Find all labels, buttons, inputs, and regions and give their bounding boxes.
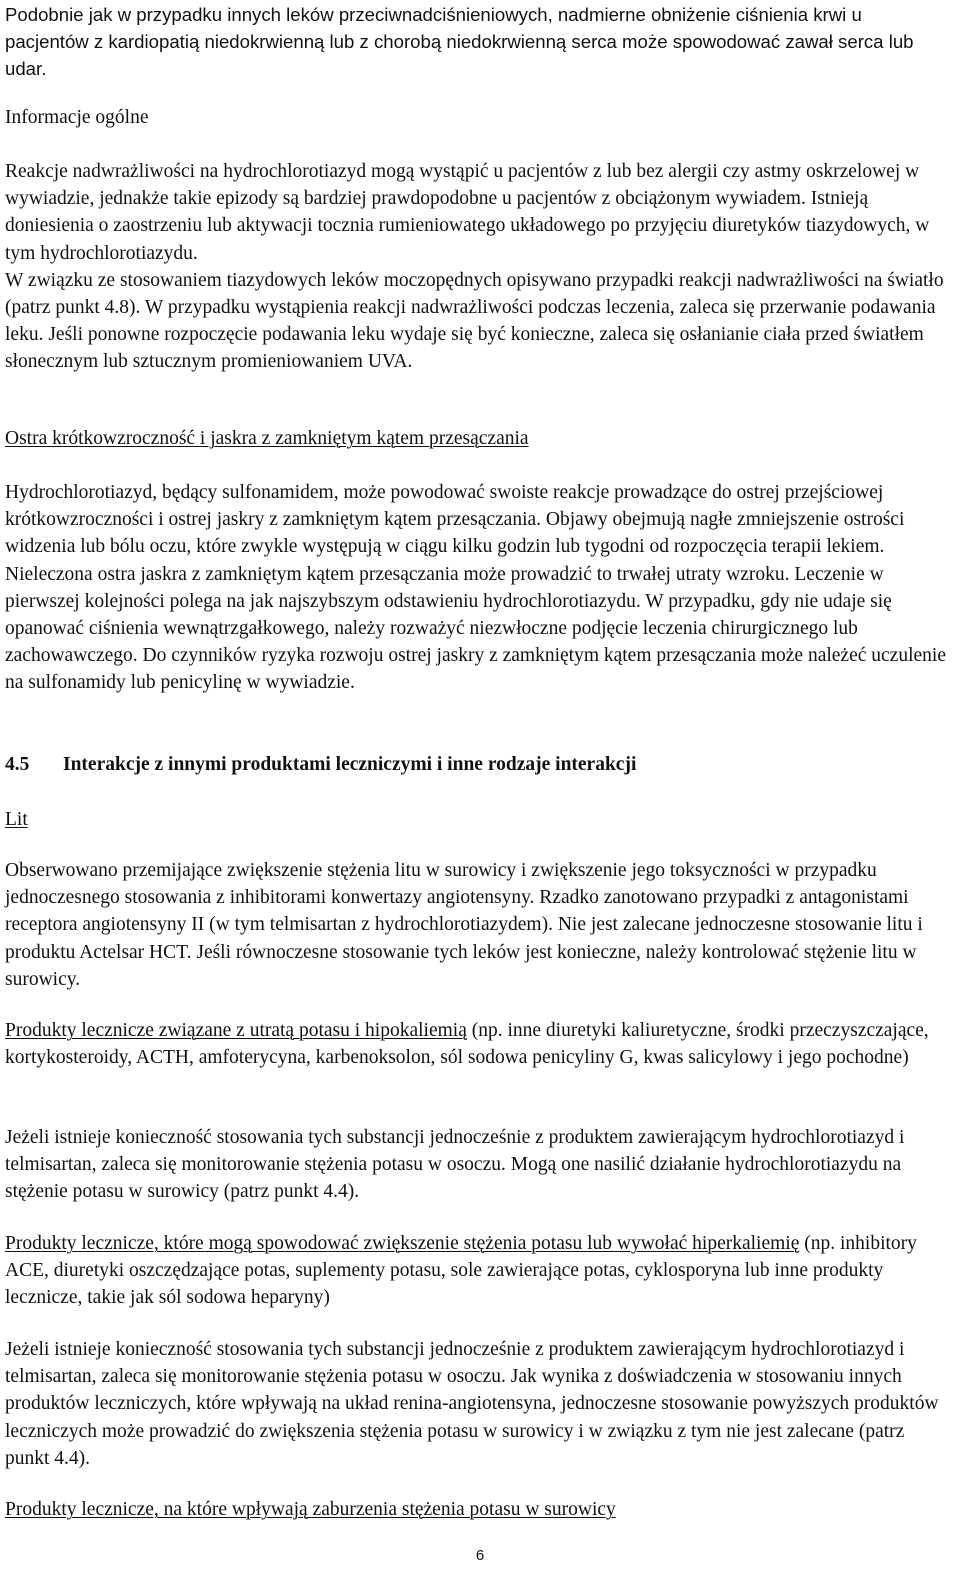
subheading-potassium-disturbances: Produkty lecznicze, na które wpływają zaburzenia stężenia potasu w surowicy: [5, 1499, 616, 1520]
subheading-general-information: Informacje ogólne: [5, 107, 149, 128]
paragraph-lithium: Obserwowano przemijające zwiększenie stężenia litu w surowicy i zwiększenie jego toksyczności w przypadku jednoczesnego stosowania z inhibitorami konwertazy angiotensyny. Rzadko zanotowano przypadki z antagonistami receptora angiotensyny II (w tym telmisartan z hydrochlorotiazydem). Nie jest zalecane jednoczesne stosowanie litu i produktu Actelsar HCT. Jeśli równoczesne stosowanie tych leków jest konieczne, należy kontrolować stężenie litu w surowicy.: [5, 860, 923, 990]
paragraph-lupus: Istnieją doniesienia o zaostrzeniu lub aktywacji tocznia rumieniowatego układowego po przyjęciu diuretyków tiazydowych, w tym hydrochlorotiazydu.: [5, 188, 930, 264]
paragraph-myopia-glaucoma: Hydrochlorotiazyd, będący sulfonamidem, może powodować swoiste reakcje prowadzące do ostrej przejściowej krótkowzroczności i ostrej jaskry z zamkniętym kątem przesączania. Objawy obejmują nagłe zmniejszenie ostrości widzenia lub bólu oczu, które zwykle występują w ciągu kilku godzin lub tygodni od rozpoczęcia terapii lekiem. Nieleczona ostra jaskra z zamkniętym kątem przesączania może prowadzić to trwałej utraty wzroku. Leczenie w pierwszej kolejności polega na jak najszybszym odstawieniu hydrochlorotiazydu. W przypadku, gdy nie udaje się opanować ciśnienia wewnątrzgałkowego, należy rozważyć niezwłoczne podjęcie leczenia chirurgicznego lub zachowawczego. Do czynników ryzyka rozwoju ostrej jaskry z zamkniętym kątem przesączania może należeć uczulenie na sulfonamidy lub penicylinę w wywiadzie.: [5, 482, 946, 694]
paragraph-potassium-monitoring: Jeżeli istnieje konieczność stosowania tych substancji jednocześnie z produktem zawierającym hydrochlorotiazyd i telmisartan, zaleca się monitorowanie stężenia potasu w osoczu. Mogą one nasilić działanie hydrochlorotiazydu na stężenie potasu w surowicy (patrz punkt 4.4).: [5, 1127, 905, 1203]
subheading-hyperkalemia: Produkty lecznicze, które mogą spowodować zwiększenie stężenia potasu lub wywołać hiperkaliemię: [5, 1233, 800, 1254]
page-number: 6: [475, 1547, 485, 1564]
paragraph-hypersensitivity-part1: Reakcje nadwrażliwości na hydrochlorotiazyd mogą wystąpić u pacjentów z lub bez alergii czy astmy oskrzelowej w wywiadzie, jednakże takie epizody są bardziej prawdopodobne u pacjentów z obciążonym wywiadem.: [5, 161, 920, 210]
potassium-loss-examples: (np. inne diuretyki kaliuretyczne, środki przeczyszczające, kortykosteroidy, ACTH, amfoterycyna, karbenoksolon, sól sodowa penicyliny G, kwas salicylowy i jego pochodne): [5, 1020, 929, 1069]
paragraph-hypotension-warning: Podobnie jak w przypadku innych leków przeciwnadciśnieniowych, nadmierne obniżenie ciśnienia krwi u pacjentów z kardiopatią niedokrwienną lub z chorobą niedokrwienną serca może spowodować zawał serca lub udar.: [5, 4, 914, 80]
section-title: Interakcje z innymi produktami leczniczymi i inne rodzaje interakcji: [63, 754, 637, 775]
hyperkalemia-examples: (np. inhibitory ACE, diuretyki oszczędzające potas, suplementy potasu, sole zawierające potas, cyklosporyna lub inne produkty lecznicze, takie jak sól sodowa heparyny): [5, 1233, 917, 1309]
paragraph-photosensitivity: W związku ze stosowaniem tiazydowych leków moczopędnych opisywano przypadki reakcji nadwrażliwości na światło (patrz punkt 4.8). W przypadku wystąpienia reakcji nadwrażliwości podczas leczenia, zaleca się przerwanie podawania leku. Jeśli ponowne rozpoczęcie podawania leku wydaje się być konieczne, zaleca się osłanianie ciała przed światłem słonecznym lub sztucznym promieniowaniem UVA.: [5, 269, 944, 373]
section-number: 4.5: [5, 754, 30, 775]
paragraph-hypersensitivity: [5, 158, 950, 376]
subheading-myopia-glaucoma: Ostra krótkowzroczność i jaskra z zamkniętym kątem przesączania: [5, 428, 529, 449]
subheading-lithium: Lit: [5, 809, 28, 830]
section-heading-4-5: [5, 751, 950, 778]
paragraph-potassium-loss: [5, 1017, 950, 1071]
paragraph-raas-potassium: Jeżeli istnieje konieczność stosowania tych substancji jednocześnie z produktem zawierającym hydrochlorotiazyd i telmisartan, zaleca się monitorowanie stężenia potasu w osoczu. Jak wynika z doświadczenia w stosowaniu innych produktów leczniczych, które wpływają na układ renina-angiotensyna, jednoczesne stosowanie powyższych produktów leczniczych może prowadzić do zwiększenia stężenia potasu w surowicy i w związku z tym nie jest zalecane (patrz punkt 4.4).: [5, 1339, 939, 1469]
paragraph-hyperkalemia: [5, 1230, 950, 1312]
subheading-potassium-loss: Produkty lecznicze związane z utratą potasu i hipokaliemią: [5, 1020, 467, 1041]
